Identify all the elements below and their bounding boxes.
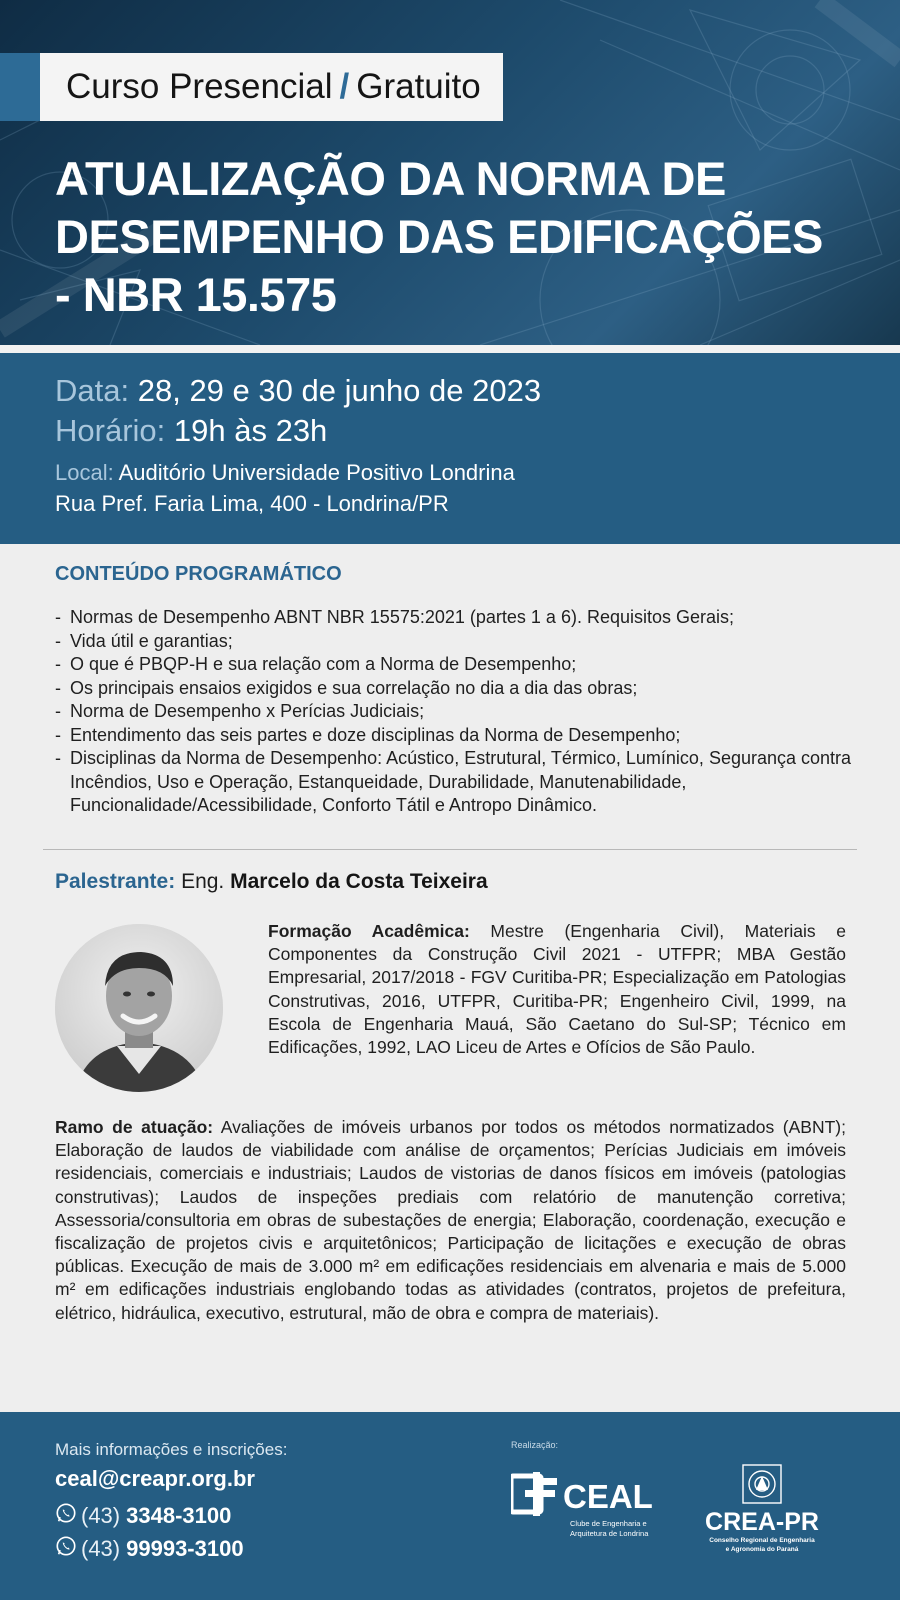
course-title [55, 150, 875, 324]
education-label: Formação Acadêmica: [268, 921, 470, 941]
course-title-line2: DESEMPENHO DAS EDIFICAÇÕES [55, 210, 823, 263]
list-item: - Normas de Desempenho ABNT NBR 15575:2021 (partes 1 a 6). Requisitos Gerais; [55, 606, 875, 630]
program-title: CONTEÚDO PROGRAMÁTICO [55, 563, 342, 585]
place-value: Auditório Universidade Positivo Londrina [118, 460, 515, 485]
hero-divider [0, 345, 900, 353]
contact-phone-1[interactable] [55, 1502, 231, 1530]
speaker-field [55, 1116, 846, 1325]
realization-label: Realização: [511, 1440, 559, 1450]
field-text: Avaliações de imóveis urbanos por todos os métodos normatizados (ABNT); Elaboração de laudos de viabilidade com análise de orçamentos; Perícias Judiciais em imóveis residenciais, comerciais e industriais; Laudos de vistorias de danos físicos em imóveis (patologias construtivas); Laudos de inspeções prediais com relatório de manutenção corretiva; Assessoria/consultoria em obras de subestações de energia; Elaboração, coordenação, execução e fiscalização de projetos civis e arquitetônicos; Participação de licitações e execução de obras públicas. Execução de mais de 3.000 m² em edificações residenciais em alvenaria e mais de 5.000 m² em edificações industriais englobando todas as atividades (contratos, projetos de prefeitura, elétrico, hidráulica, executivo, estrutural, mão de obra e compra de materiais). [55, 1117, 846, 1323]
list-item: - Entendimento das seis partes e doze disciplinas da Norma de Desempenho; [55, 724, 875, 748]
crea-pr-logo [698, 1460, 826, 1560]
list-item: - Vida útil e garantias; [55, 630, 875, 654]
event-address: Rua Pref. Faria Lima, 400 - Londrina/PR [55, 491, 449, 516]
date-label: Data: [55, 373, 130, 408]
course-title-line1: ATUALIZAÇÃO DA NORMA DE [55, 152, 726, 205]
speaker-prefix: Eng. [181, 870, 225, 893]
place-label: Local: [55, 460, 114, 485]
list-item: - Os principais ensaios exigidos e sua correlação no dia a dia das obras; [55, 677, 875, 701]
whatsapp-icon [55, 1502, 77, 1530]
field-label: Ramo de atuação: [55, 1117, 214, 1137]
speaker-name: Marcelo da Costa Teixeira [230, 870, 488, 893]
whatsapp-icon [55, 1535, 77, 1563]
speaker-photo [55, 924, 223, 1092]
crea-subtitle-1: Conselho Regional de Engenharia [709, 1537, 815, 1544]
speaker-education [268, 920, 846, 1059]
contact-footer [0, 1412, 900, 1600]
badge-slash: / [339, 67, 350, 106]
content-section [0, 544, 900, 1412]
crea-name: CREA-PR [705, 1508, 819, 1536]
hero-banner [0, 0, 900, 345]
speaker-heading [55, 870, 488, 894]
event-info-band [0, 353, 900, 544]
phone-2-ddd: (43) [81, 1536, 121, 1561]
badge-course-type: Curso Presencial [66, 67, 333, 106]
ceal-subtitle-2: Arquitetura de Londrina [570, 1529, 649, 1538]
program-list [55, 606, 875, 818]
ceal-logo [511, 1470, 661, 1540]
list-item: - Disciplinas da Norma de Desempenho: Acústico, Estrutural, Térmico, Lumínico, Segurança contra Incêndios, Uso e Operação, Estanqueidade, Durabilidade, Manutenabilidade, Funcionalidade/Acessibilidade, Conforto Tátil e Antropo Dinâmico. [55, 747, 875, 818]
date-value: 28, 29 e 30 de junho de 2023 [137, 373, 542, 408]
crea-subtitle-2: e Agronomia do Paraná [725, 1546, 799, 1553]
list-item: - Norma de Desempenho x Perícias Judiciais; [55, 700, 875, 724]
ceal-name: CEAL [563, 1478, 653, 1515]
phone-1-ddd: (43) [81, 1503, 121, 1528]
event-place [55, 457, 900, 488]
ceal-subtitle-1: Clube de Engenharia e [570, 1519, 647, 1528]
list-item: - O que é PBQP-H e sua relação com a Norma de Desempenho; [55, 653, 875, 677]
more-info-label: Mais informações e inscrições: [55, 1440, 288, 1459]
course-type-badge [40, 53, 503, 121]
event-date [55, 371, 900, 411]
speaker-label: Palestrante: [55, 870, 176, 893]
event-time [55, 411, 900, 451]
contact-email[interactable]: ceal@creapr.org.br [55, 1466, 255, 1491]
badge-free: Gratuito [356, 67, 481, 106]
hero-accent-stripe [0, 53, 40, 121]
course-title-line3: - NBR 15.575 [55, 268, 337, 321]
time-label: Horário: [55, 413, 166, 448]
section-divider [43, 849, 857, 850]
contact-phone-2[interactable] [55, 1535, 244, 1563]
education-text: Mestre (Engenharia Civil), Materiais e Componentes da Construção Civil 2021 - UTFPR; MBA Gestão Empresarial, 2017/2018 - FGV Curitiba-PR; Especialização em Patologias Construtivas, 2016, UTFPR, Curitiba-PR; Engenheiro Civil, 1999, na Escola de Engenharia Mauá, São Caetano do Sul-SP; Técnico em Edificações, 1992, LAO Liceu de Artes e Ofícios de São Paulo. [268, 921, 846, 1058]
phone-2-number: 99993-3100 [126, 1536, 244, 1561]
time-value: 19h às 23h [173, 413, 328, 448]
phone-1-number: 3348-3100 [126, 1503, 232, 1528]
